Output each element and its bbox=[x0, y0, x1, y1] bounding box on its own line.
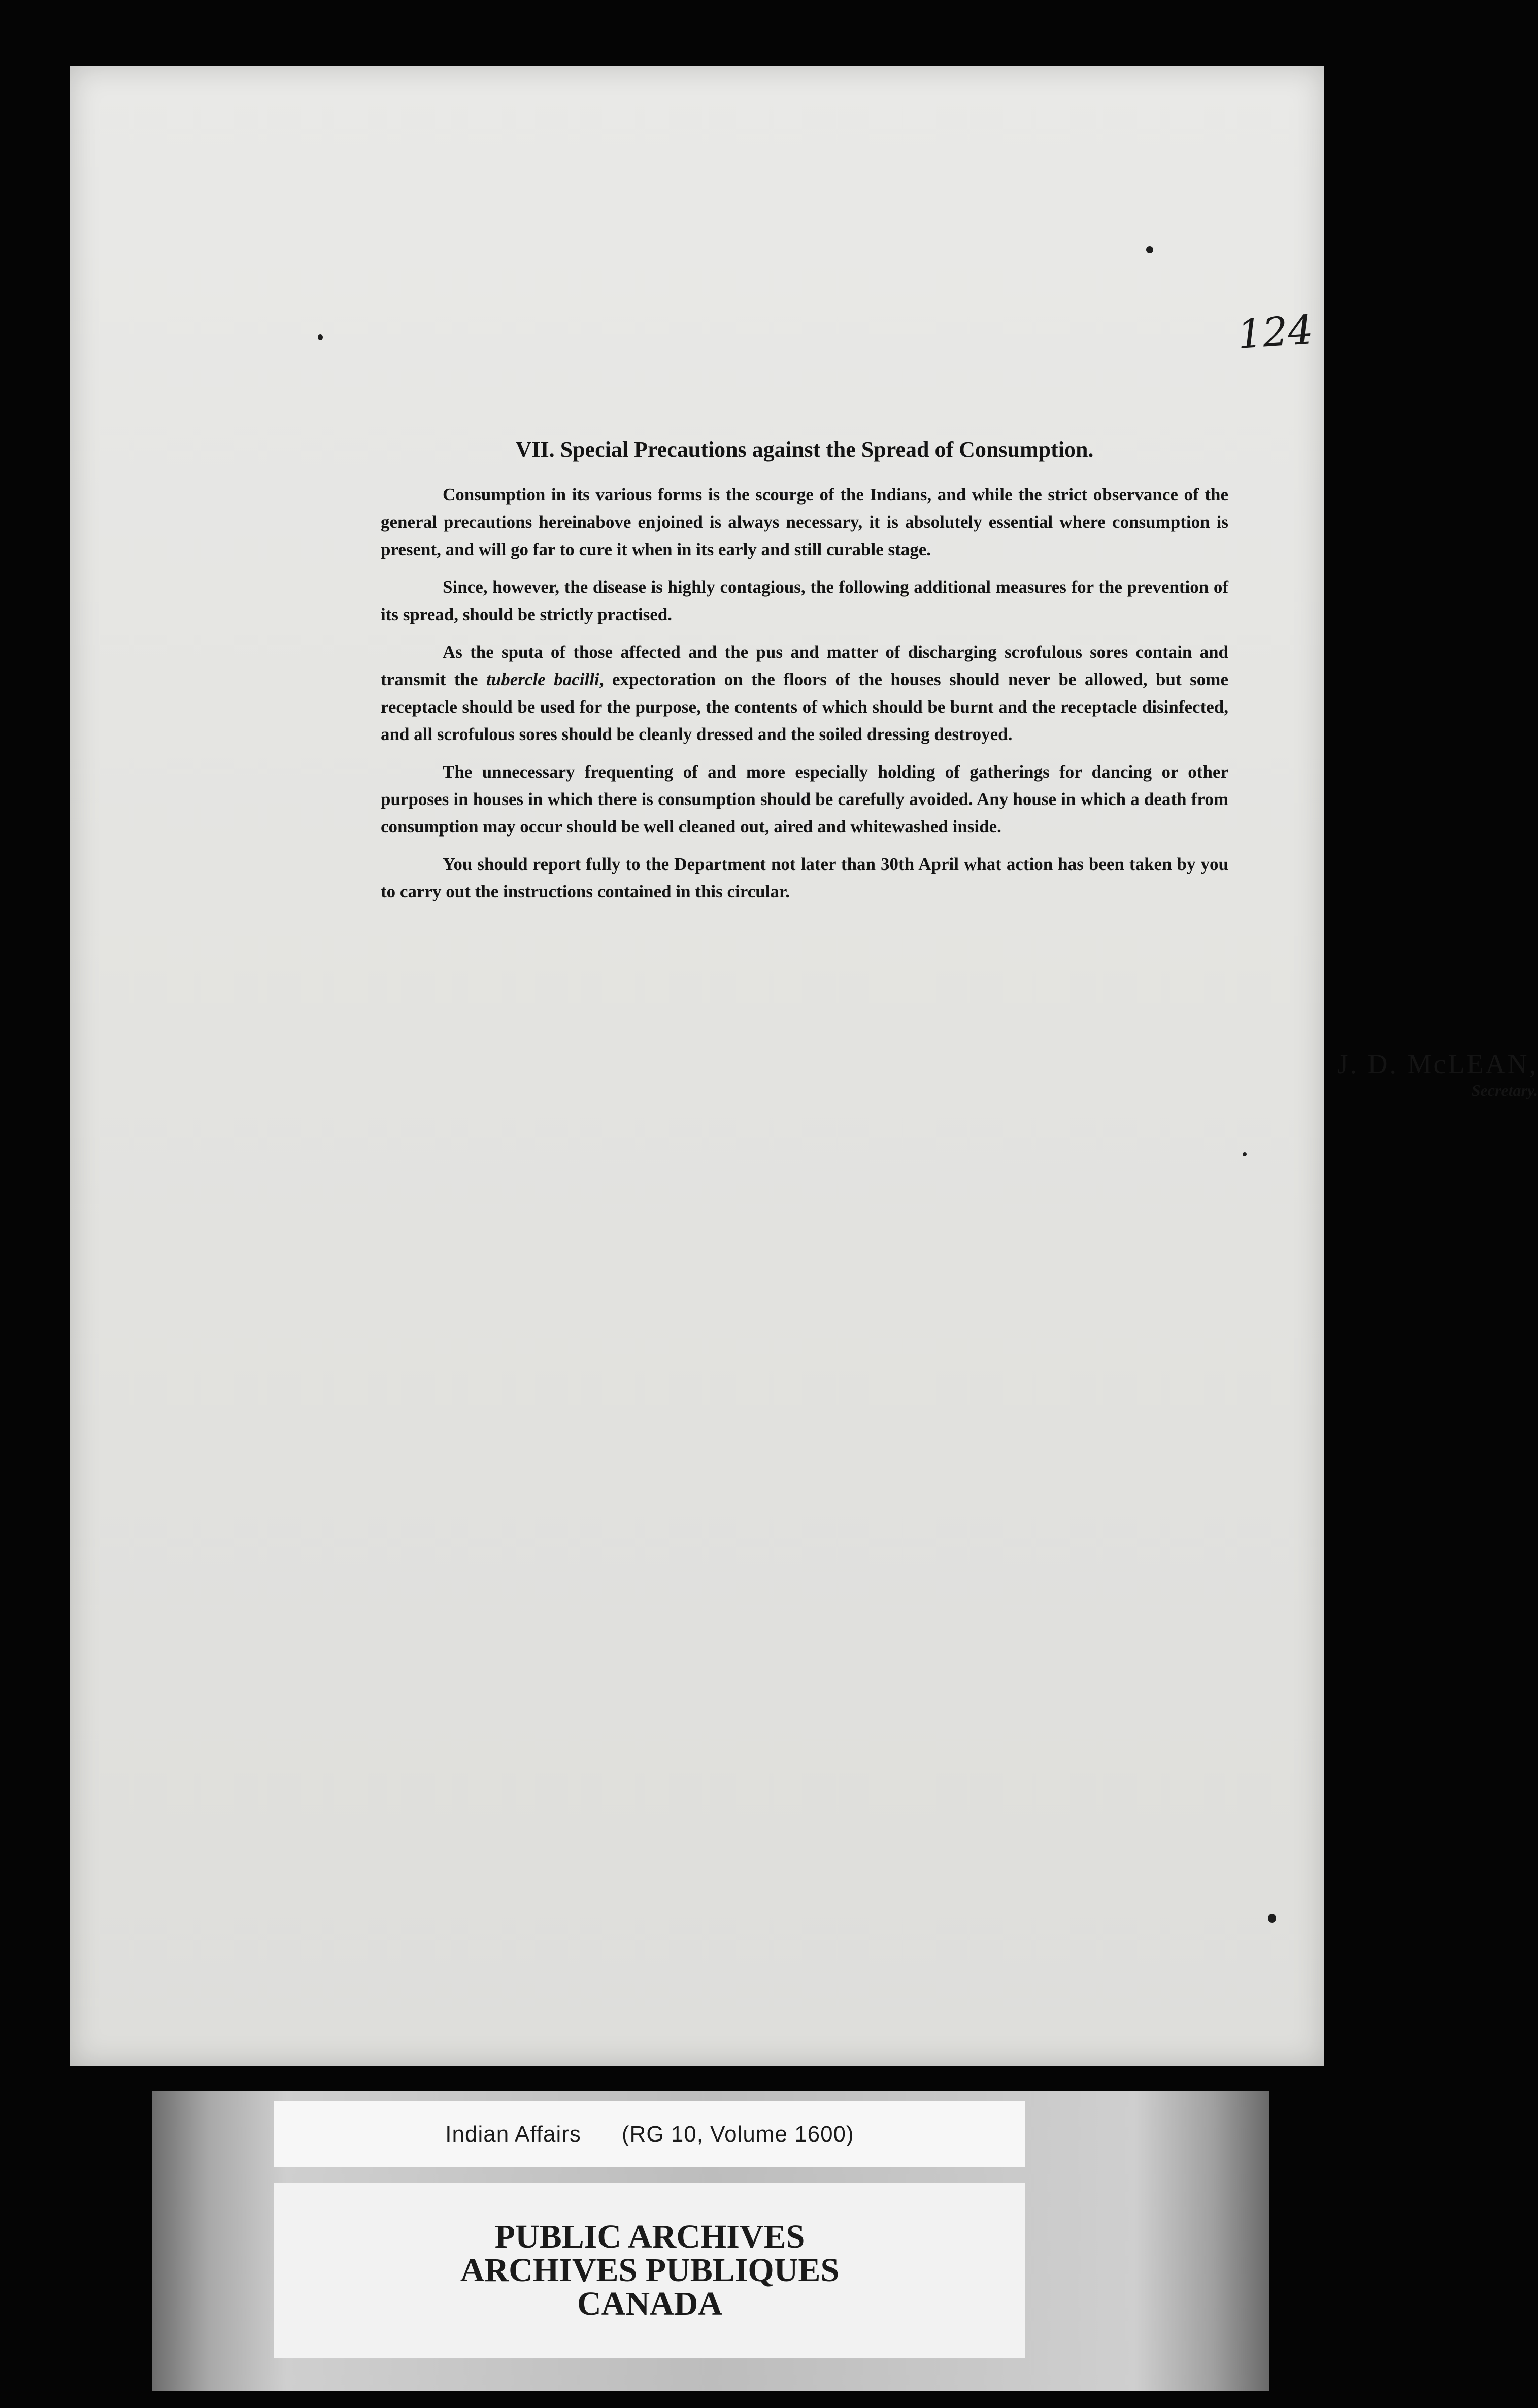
archive-reference: (RG 10, Volume 1600) bbox=[621, 2122, 854, 2147]
paragraph-consumption-scourge: Consumption in its various forms is the scourge of the Indians, and while the strict observance of the general precautions hereinabove enjoined is always necessary, it is absolutely essential where consumption is present, and will go far to cure it when in its early and still curable stage. bbox=[381, 485, 1228, 559]
scan-speck bbox=[1146, 246, 1153, 253]
paragraph-report-instruction: You should report fully to the Department not later than 30th April what action has been taken by you to carry out the instructions contained in this circular. bbox=[381, 854, 1228, 901]
archive-reference-label bbox=[274, 2101, 1025, 2167]
stamp-line-french: ARCHIVES PUBLIQUES bbox=[460, 2251, 840, 2289]
document-page bbox=[70, 66, 1538, 2066]
paragraph-sputa-disposal bbox=[381, 639, 1228, 748]
scan-speck bbox=[1243, 1152, 1247, 1156]
signature-block bbox=[1142, 1049, 1538, 1100]
paragraph-gatherings: The unnecessary frequenting of and more especially holding of gatherings for dancing or other purposes in houses in which there is consumption should be carefully avoided. Any house in which a death from consumption may occur should be well cleaned out, aired and whitewashed inside. bbox=[381, 762, 1228, 837]
signer-name: J. D. McLEAN, bbox=[1337, 1049, 1538, 1079]
paragraph-contagious-measures: Since, however, the disease is highly contagious, the following additional measures for the prevention of its spread, should be strictly practised. bbox=[381, 577, 1228, 624]
archives-stamp bbox=[274, 2183, 1025, 2358]
archive-fonds: Indian Affairs bbox=[445, 2122, 581, 2147]
tubercle-bacilli-term: tubercle bacilli bbox=[486, 670, 599, 689]
signer-title: Secretary. bbox=[1471, 1081, 1538, 1099]
paragraph-sputa-text-end: , expectoration on the floors of the houses should never be allowed, but some receptacle should be used for the purpose, the contents of which should be burnt and the receptacle disinfected, and all scrofulous sores should be cleanly dressed and the soiled dressing destroyed. bbox=[381, 670, 1228, 744]
section-heading: VII. Special Precautions against the Spread of Consumption. bbox=[515, 437, 1094, 462]
stamp-line-country: CANADA bbox=[577, 2285, 722, 2322]
circular-text bbox=[381, 436, 1538, 1099]
scan-speck bbox=[1268, 1914, 1276, 1923]
stamp-line-english: PUBLIC ARCHIVES bbox=[494, 2218, 805, 2255]
folio-number: 124 bbox=[1236, 307, 1315, 358]
scan-speck bbox=[318, 334, 323, 340]
paragraph-sputa-text-start: As the sputa of those affected and the pus and matter of discharging scrofulous sores contain and transmit the bbox=[381, 642, 1228, 689]
